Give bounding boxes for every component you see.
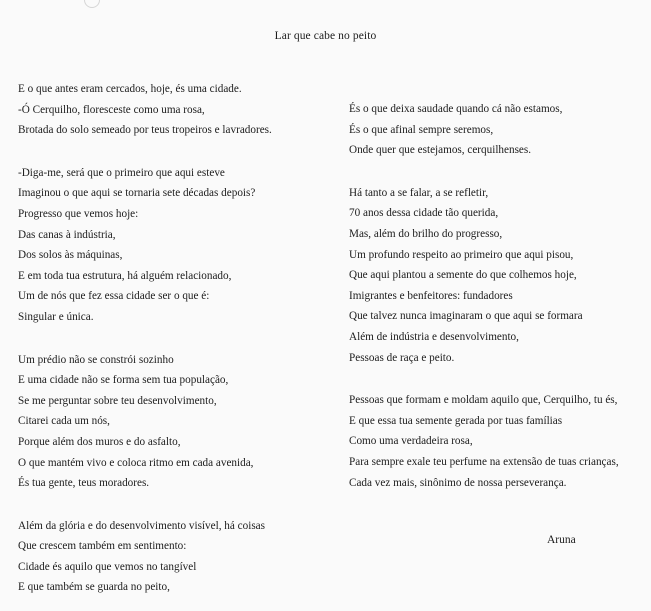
poem-title: Lar que cabe no peito <box>274 30 377 42</box>
poem-line: Se me perguntar sobre teu desenvolvimento, <box>18 394 217 407</box>
poem-line: Cada vez mais, sinônimo de nossa perseverança. <box>349 476 567 489</box>
poem-line: Um prédio não se constrói sozinho <box>18 353 174 366</box>
poem-line: Mas, além do brilho do progresso, <box>349 227 503 240</box>
poem-line: Além de indústria e desenvolvimento, <box>349 330 519 343</box>
stanza <box>349 183 649 368</box>
poem-line: És tua gente, teus moradores. <box>18 477 150 490</box>
left-column <box>18 79 318 598</box>
poem-line: Há tanto a se falar, a se refletir, <box>349 186 489 199</box>
poem-line: -Ó Cerquilho, floresceste como uma rosa, <box>18 103 205 116</box>
poem-line: E o que antes eram cercados, hoje, és uma cidade. <box>18 83 242 95</box>
poem-line: Pessoas que formam e moldam aquilo que, Cerquilho, tu és, <box>349 394 618 407</box>
poem-line: Como uma verdadeira rosa, <box>349 435 473 448</box>
poem-line: E que também se guarda no peito, <box>18 581 170 594</box>
poem-line: Onde quer que estejamos, cerquilhenses. <box>349 144 532 157</box>
poem-line: E que essa tua semente gerada por tuas famílias <box>349 414 563 427</box>
poem-line: 70 anos dessa cidade tão querida, <box>349 207 499 220</box>
poem-line: E em toda tua estrutura, há alguém relacionado, <box>18 269 232 282</box>
author-signature: Aruna <box>547 534 576 546</box>
poem-line: Das canas à indústria, <box>18 228 116 241</box>
stanza <box>349 390 649 493</box>
poem-line: -Diga-me, será que o primeiro que aqui esteve <box>18 166 225 179</box>
poem-line: Além da glória e do desenvolvimento visível, há coisas <box>18 519 265 532</box>
stanza <box>18 79 318 141</box>
stanza <box>18 163 318 328</box>
poem-line: E uma cidade não se forma sem tua população, <box>18 374 229 387</box>
right-column <box>349 99 649 493</box>
poem-line: Dos solos às máquinas, <box>18 249 123 262</box>
poem-line: Para sempre exale teu perfume na extensão de tuas crianças, <box>349 455 619 468</box>
stanza <box>18 350 318 494</box>
stanza <box>349 99 649 161</box>
scan-mark <box>84 0 100 8</box>
poem-line: Pessoas de raça e peito. <box>349 351 455 364</box>
poem-line: Citarei cada um nós, <box>18 415 110 428</box>
poem-line: Um de nós que fez essa cidade ser o que é: <box>18 290 210 303</box>
poem-line: Brotada do solo semeado por teus tropeiros e lavradores. <box>18 124 272 137</box>
poem-line: Um profundo respeito ao primeiro que aqui pisou, <box>349 248 574 261</box>
poem-line: Progresso que vemos hoje: <box>18 207 139 220</box>
poem-line: És o que deixa saudade quando cá não estamos, <box>349 103 563 115</box>
stanza <box>18 516 318 598</box>
poem-line: O que mantém vivo e coloca ritmo em cada avenida, <box>18 456 254 469</box>
poem-line: Porque além dos muros e do asfalto, <box>18 435 181 448</box>
poem-line: Que talvez nunca imaginaram o que aqui se formara <box>349 310 583 323</box>
poem-line: Que crescem também em sentimento: <box>18 540 187 553</box>
poem-line: Que aqui plantou a semente do que colhemos hoje, <box>349 269 577 282</box>
poem-line: És o que afinal sempre seremos, <box>349 123 494 136</box>
poem-line: Singular e única. <box>18 310 94 323</box>
poem-line: Imigrantes e benfeitores: fundadores <box>349 289 513 302</box>
poem-line: Imaginou o que aqui se tornaria sete décadas depois? <box>18 187 256 200</box>
poem-line: Cidade és aquilo que vemos no tangível <box>18 560 197 573</box>
